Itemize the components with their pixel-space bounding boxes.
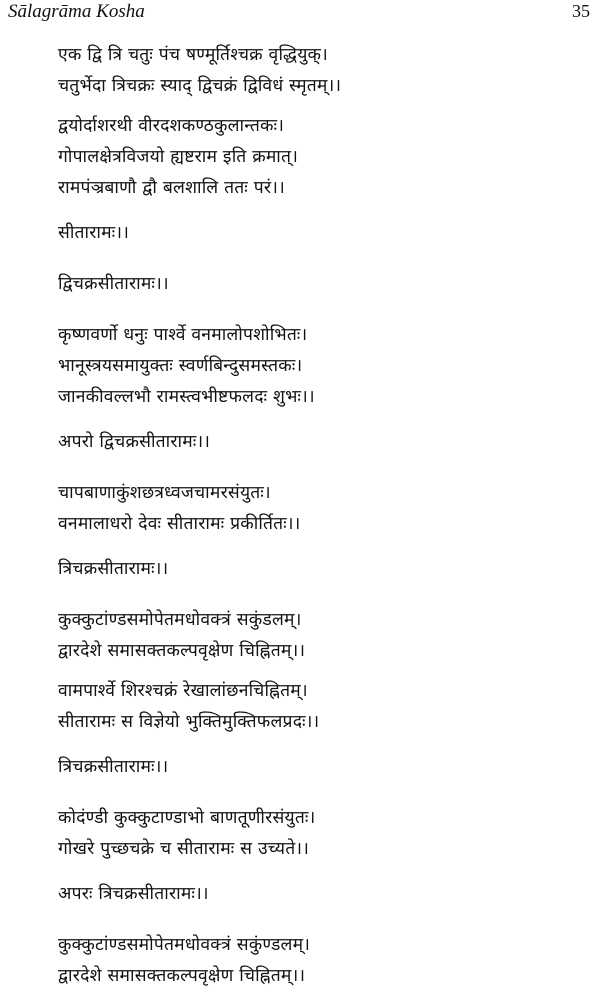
- verse-body: [58, 40, 588, 1001]
- verse-line: जानकीवल्लभौ रामस्त्वभीष्टफलदः शुभः।।: [58, 387, 315, 407]
- verse-line: द्वारदेशे समासक्तकल्पवृक्षेण चिह्नितम्।।: [58, 966, 306, 986]
- section-heading: त्रिचक्रसीतारामः।।: [58, 559, 169, 579]
- verse-stanza: [58, 111, 588, 204]
- verse-line: सीतारामः स विज्ञेयो भुक्तिमुक्तिफलप्रदः।।: [58, 712, 320, 732]
- section-heading: अपरो द्विचक्रसीतारामः।।: [58, 432, 211, 452]
- verse-line: कृष्णवर्णो धनुः पार्श्वे वनमालोपशोभितः।: [58, 325, 308, 345]
- verse-line: वनमालाधरो देवः सीतारामः प्रकीर्तितः।।: [58, 514, 301, 534]
- section-heading: सीतारामः।।: [58, 223, 130, 243]
- verse-line: कुक्कुटांण्डसमोपेतमधोवक्त्रं सकुंण्डलम्।: [58, 935, 311, 955]
- verse-line: एक द्वि त्रि चतुः पंच षण्मूर्तिश्चक्र वृद्धियुक्।: [58, 45, 329, 65]
- running-head: [0, 0, 600, 26]
- verse-line: द्वारदेशे समासक्तकल्पवृक्षेण चिह्नितम्।।: [58, 641, 306, 661]
- section-heading: अपरः त्रिचक्रसीतारामः।।: [58, 884, 209, 904]
- verse-line: चापबाणाकुंशछत्रध्वजचामरसंयुतः।: [58, 483, 271, 503]
- verse-line: कोदंण्डी कुक्कुटाण्डाभो बाणतूणीरसंयुतः।: [58, 808, 316, 828]
- verse-line: चतुर्भेदा त्रिचक्रः स्याद् द्विचक्रं द्विविधं स्मृतम्।।: [58, 76, 342, 96]
- verse-line: गोखरे पुच्छचक्रे च सीतारामः स उच्यते।।: [58, 839, 310, 859]
- verse-stanza: [58, 40, 588, 102]
- section-heading: द्विचक्रसीतारामः।।: [58, 274, 169, 294]
- verse-stanza: [58, 605, 588, 667]
- verse-line: रामपंञ्रबाणौ द्वौ बलशालि ततः परं।।: [58, 178, 285, 198]
- verse-stanza: [58, 803, 588, 865]
- verse-stanza: [58, 676, 588, 738]
- verse-stanza: [58, 478, 588, 540]
- verse-line: द्वयोर्दाशरथी वीरदशकण्ठकुलान्तकः।: [58, 116, 285, 136]
- verse-stanza: [58, 930, 588, 992]
- verse-line: भानूस्त्रयसमायुक्तः स्वर्णबिन्दुसमस्तकः।: [58, 356, 303, 376]
- verse-line: गोपालक्षेत्रविजयो ह्यष्टराम इति क्रमात्।: [58, 147, 299, 167]
- book-title: Sālagrāma Kosha: [8, 1, 145, 22]
- verse-line: वामपार्श्वे शिरश्चक्रं रेखालांछनचिह्नितम्।: [58, 681, 308, 701]
- verse-stanza: [58, 320, 588, 413]
- verse-line: कुक्कुटांण्डसमोपेतमधोवक्त्रं सकुंडलम्।: [58, 610, 302, 630]
- section-heading: त्रिचक्रसीतारामः।।: [58, 757, 169, 777]
- page-number: 35: [572, 1, 590, 21]
